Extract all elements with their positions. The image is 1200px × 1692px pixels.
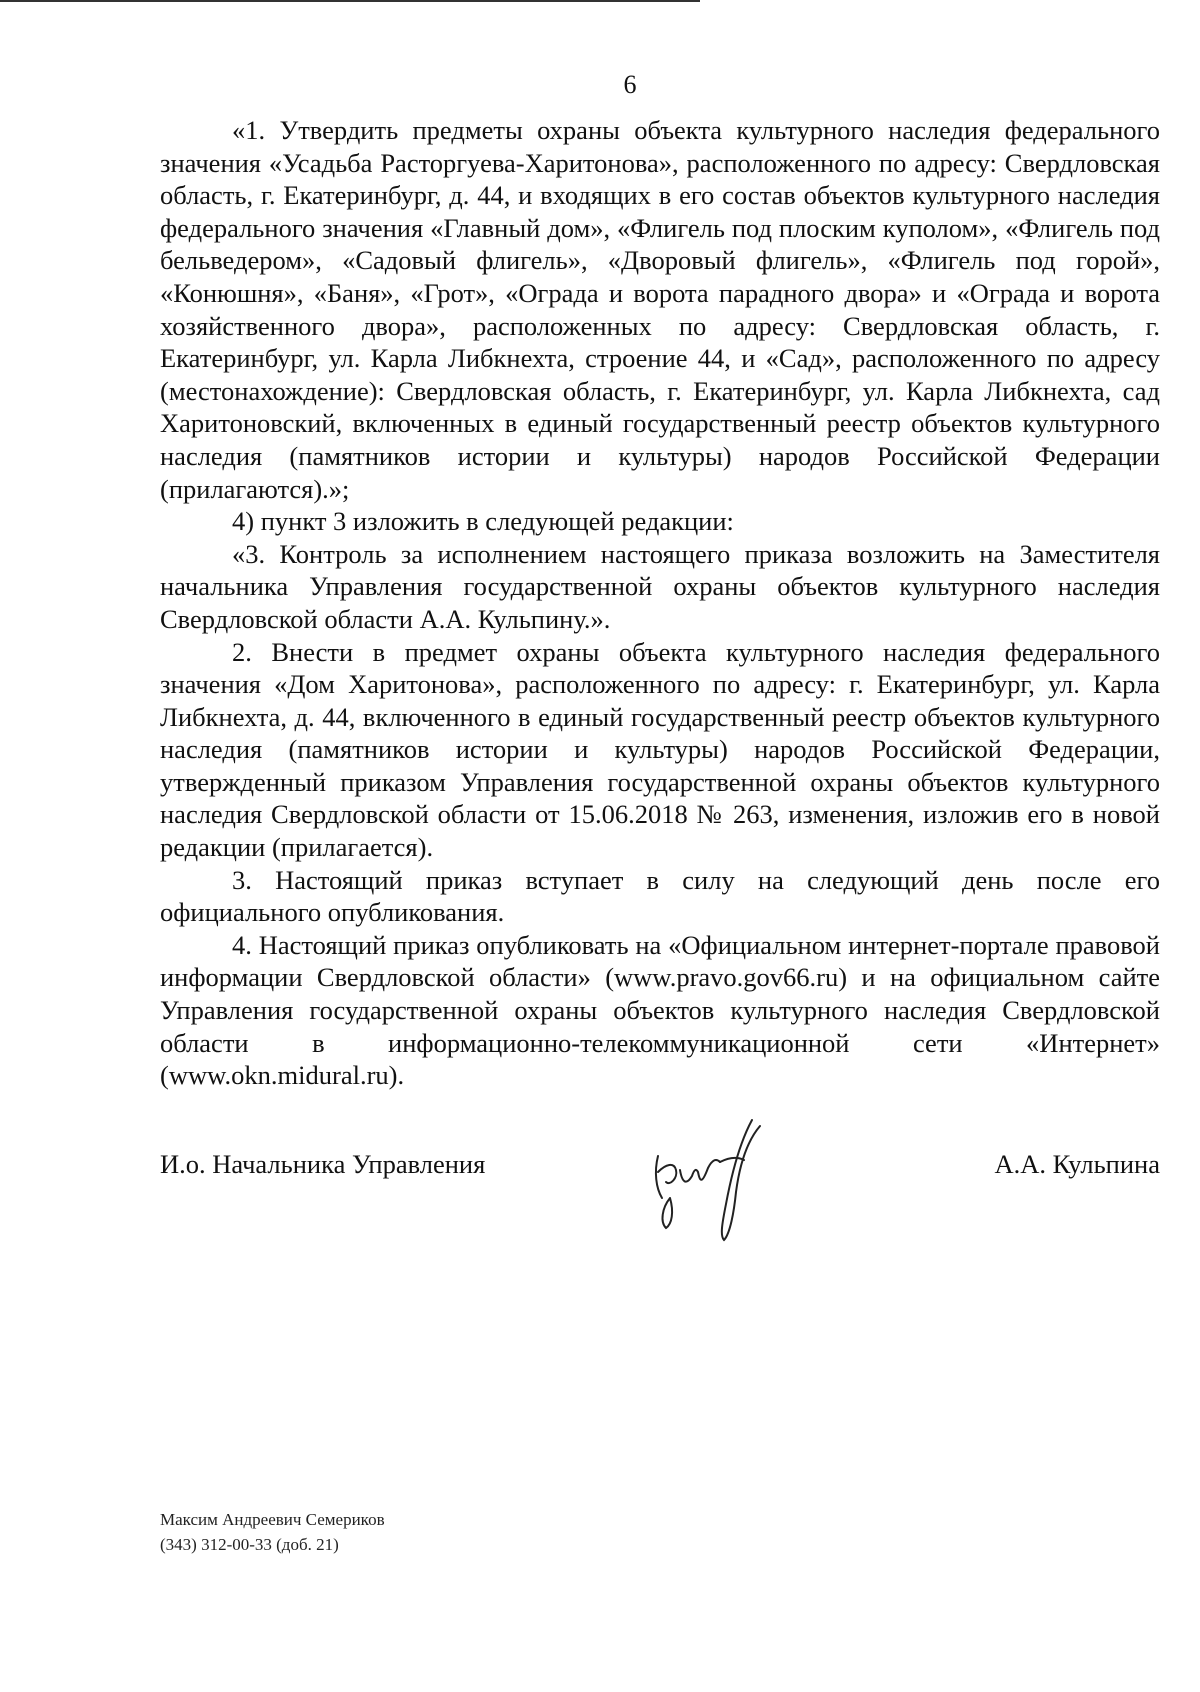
paragraph-clause-4: 4) пункт 3 изложить в следующей редакции: [232, 506, 734, 537]
signature-block [160, 1148, 1160, 1288]
executor-phone: (343) 312-00-33 (доб. 21) [160, 1535, 339, 1554]
document-body [160, 114, 1160, 1092]
executor-name: Максим Андреевич Семериков [160, 1510, 385, 1529]
paragraph-4: 4. Настоящий приказ опубликовать на «Официальном интернет-портале правовой информации Свердловской области» (www.pravo.gov66.ru) и на официальном сайте Управления государственной охраны объектов культурного наследия Свердловской области в информационно-телекоммуникационной сети «Интернет» (www.okn.midural.ru). [160, 929, 1160, 1091]
page-number: 6 [623, 70, 637, 99]
paragraph-3: 3. Настоящий приказ вступает в силу на следующий день после его официального опубликования. [160, 864, 1160, 928]
top-rule [0, 0, 700, 2]
paragraph-item-3-text: «3. Контроль за исполнением настоящего приказа возложить на Заместителя начальника Управления государственной охраны объектов культурного наследия Свердловской области А.А. Кульпину.». [160, 538, 1160, 634]
signer-name: А.А. Кульпина [994, 1149, 1160, 1179]
paragraph-2: 2. Внести в предмет охраны объекта культурного наследия федерального значения «Дом Харитонова», расположенного по адресу: г. Екатеринбург, ул. Карла Либкнехта, д. 44, включенного в единый государственный реестр объектов культурного наследия (памятников истории и культуры) народов Российской Федерации, утвержденный приказом Управления государственной охраны объектов культурного наследия Свердловской области от 15.06.2018 № 263, изменения, изложив его в новой редакции (прилагается). [160, 636, 1160, 863]
signer-title: И.о. Начальника Управления [160, 1149, 486, 1179]
paragraph-item-1-text: «1. Утвердить предметы охраны объекта культурного наследия федерального значения «Усадьба Расторгуева-Харитонова», расположенного по адресу: Свердловская область, г. Екатеринбург, д. 44, и входящих в его состав объектов культурного наследия федерального значения «Главный дом», «Флигель под плоским куполом», «Флигель под бельведером», «Садовый флигель», «Дворовый флигель», «Флигель под горой», «Конюшня», «Баня», «Грот», «Ограда и ворота парадного двора» и «Ограда и ворота хозяйственного двора», расположенных по адресу: Свердловская область, г. Екатеринбург, ул. Карла Либкнехта, строение 44, и «Сад», расположенного по адресу (местонахождение): Свердловская область, г. Екатеринбург, ул. Карла Либкнехта, сад Харитоновский, включенных в единый государственный реестр объектов культурного наследия (памятников истории и культуры) народов Российской Федерации (прилагаются).»; [160, 115, 1160, 504]
executor-contact [160, 1507, 385, 1557]
handwritten-signature [640, 1112, 780, 1252]
